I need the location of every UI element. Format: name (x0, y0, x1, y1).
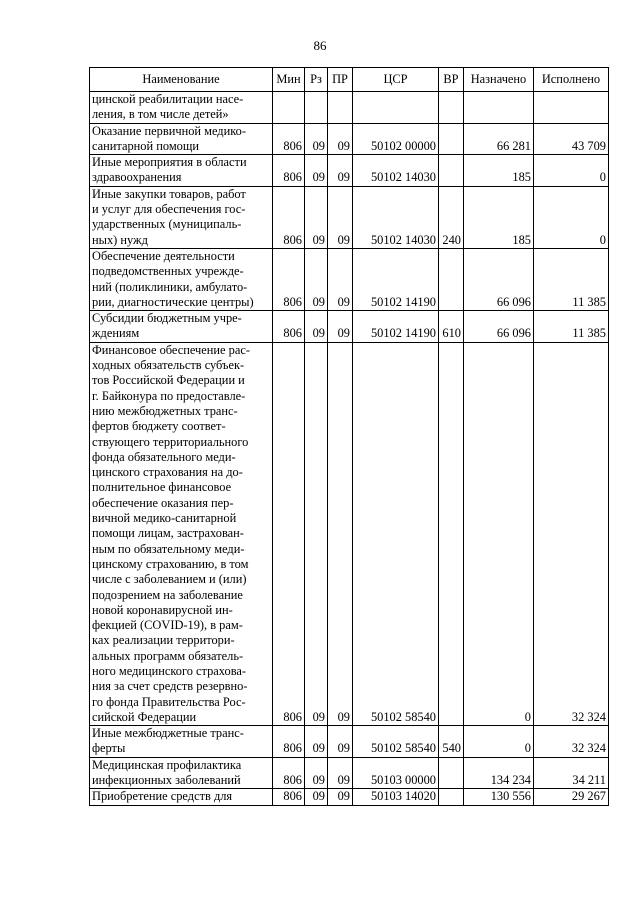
cell-name: Медицинская профилактика инфекционных заболеваний (90, 757, 273, 789)
cell-name: цинской реабилитации насе- ления, в том числе детей» (90, 92, 273, 124)
table-row (90, 92, 609, 124)
cell-assigned: 130 556 (464, 789, 534, 805)
cell-pr: 09 (328, 186, 353, 248)
table-row (90, 123, 609, 155)
cell-executed: 32 324 (534, 342, 609, 725)
cell-min (273, 92, 305, 124)
cell-assigned (464, 92, 534, 124)
cell-name: Субсидии бюджетным учре- ждениям (90, 311, 273, 343)
cell-assigned: 0 (464, 342, 534, 725)
cell-pr: 09 (328, 342, 353, 725)
cell-rz: 09 (305, 155, 328, 187)
table-header-row (90, 68, 609, 92)
header-csr: ЦСР (353, 68, 439, 92)
cell-vr (439, 248, 464, 310)
cell-executed: 32 324 (534, 726, 609, 758)
cell-csr: 50103 14020 (353, 789, 439, 805)
header-name: Наименование (90, 68, 273, 92)
cell-rz: 09 (305, 342, 328, 725)
cell-rz: 09 (305, 123, 328, 155)
header-pr: ПР (328, 68, 353, 92)
cell-csr: 50102 14190 (353, 311, 439, 343)
table-row (90, 789, 609, 805)
cell-min: 806 (273, 311, 305, 343)
header-assigned: Назначено (464, 68, 534, 92)
table-row (90, 248, 609, 310)
table-row (90, 186, 609, 248)
header-vr: ВР (439, 68, 464, 92)
cell-executed: 11 385 (534, 311, 609, 343)
header-rz: Рз (305, 68, 328, 92)
cell-pr: 09 (328, 155, 353, 187)
cell-csr: 50102 58540 (353, 342, 439, 725)
cell-name: Приобретение средств для (90, 789, 273, 805)
cell-assigned: 185 (464, 155, 534, 187)
cell-csr: 50102 58540 (353, 726, 439, 758)
table-row (90, 311, 609, 343)
cell-min: 806 (273, 757, 305, 789)
cell-pr: 09 (328, 123, 353, 155)
cell-assigned: 185 (464, 186, 534, 248)
cell-executed: 11 385 (534, 248, 609, 310)
cell-rz: 09 (305, 248, 328, 310)
cell-pr: 09 (328, 757, 353, 789)
cell-vr (439, 789, 464, 805)
cell-min: 806 (273, 248, 305, 310)
table-row (90, 757, 609, 789)
cell-csr (353, 92, 439, 124)
cell-csr: 50102 14030 (353, 155, 439, 187)
budget-table (89, 67, 609, 806)
cell-vr (439, 123, 464, 155)
cell-min: 806 (273, 155, 305, 187)
cell-pr: 09 (328, 248, 353, 310)
cell-vr: 540 (439, 726, 464, 758)
cell-name: Иные межбюджетные транс- ферты (90, 726, 273, 758)
table-row (90, 726, 609, 758)
cell-vr: 240 (439, 186, 464, 248)
cell-assigned: 134 234 (464, 757, 534, 789)
cell-vr (439, 92, 464, 124)
cell-executed: 43 709 (534, 123, 609, 155)
cell-name: Финансовое обеспечение рас- ходных обязательств субъек- тов Российской Федерации и г. Байконура по предоставле- нию межбюджетных транс- фертов бюджету соответ- ствующего территориального фонда обязательного меди- цинского страхования на до- полнительное финансовое обеспечение оказания пер- вичной медико-санитарной помощи лицам, застрахован- ным по обязательному меди- цинскому страхованию, в том числе с заболеванием и (или) подозрением на заболевание новой коронавирусной ин- фекцией (COVID-19), в рам- ках реализации территори- альных программ обязатель- ного медицинского страхова- ния за счет средств резервно- го фонда Правительства Рос- сийской Федерации (90, 342, 273, 725)
cell-executed (534, 92, 609, 124)
cell-rz: 09 (305, 186, 328, 248)
cell-min: 806 (273, 726, 305, 758)
cell-rz: 09 (305, 726, 328, 758)
cell-vr: 610 (439, 311, 464, 343)
cell-rz (305, 92, 328, 124)
cell-csr: 50102 14190 (353, 248, 439, 310)
cell-name: Иные мероприятия в области здравоохранения (90, 155, 273, 187)
cell-vr (439, 757, 464, 789)
cell-min: 806 (273, 186, 305, 248)
cell-min: 806 (273, 123, 305, 155)
page-number: 86 (313, 38, 327, 53)
cell-min: 806 (273, 342, 305, 725)
table-row (90, 155, 609, 187)
cell-name: Иные закупки товаров, работ и услуг для обеспечения гос- ударственных (муниципаль- ных) нужд (90, 186, 273, 248)
cell-pr (328, 92, 353, 124)
cell-executed: 0 (534, 155, 609, 187)
cell-csr: 50102 00000 (353, 123, 439, 155)
cell-rz: 09 (305, 757, 328, 789)
table-row (90, 342, 609, 725)
cell-name: Оказание первичной медико- санитарной помощи (90, 123, 273, 155)
cell-rz: 09 (305, 789, 328, 805)
cell-vr (439, 155, 464, 187)
cell-vr (439, 342, 464, 725)
header-min: Мин (273, 68, 305, 92)
cell-pr: 09 (328, 311, 353, 343)
cell-assigned: 66 096 (464, 248, 534, 310)
cell-pr: 09 (328, 726, 353, 758)
cell-assigned: 66 096 (464, 311, 534, 343)
cell-csr: 50102 14030 (353, 186, 439, 248)
cell-pr: 09 (328, 789, 353, 805)
cell-executed: 0 (534, 186, 609, 248)
cell-min: 806 (273, 789, 305, 805)
header-executed: Исполнено (534, 68, 609, 92)
cell-assigned: 0 (464, 726, 534, 758)
cell-executed: 29 267 (534, 789, 609, 805)
cell-csr: 50103 00000 (353, 757, 439, 789)
cell-executed: 34 211 (534, 757, 609, 789)
cell-assigned: 66 281 (464, 123, 534, 155)
cell-name: Обеспечение деятельности подведомственных учрежде- ний (поликлиники, амбулато- рии, диагностические центры) (90, 248, 273, 310)
cell-rz: 09 (305, 311, 328, 343)
